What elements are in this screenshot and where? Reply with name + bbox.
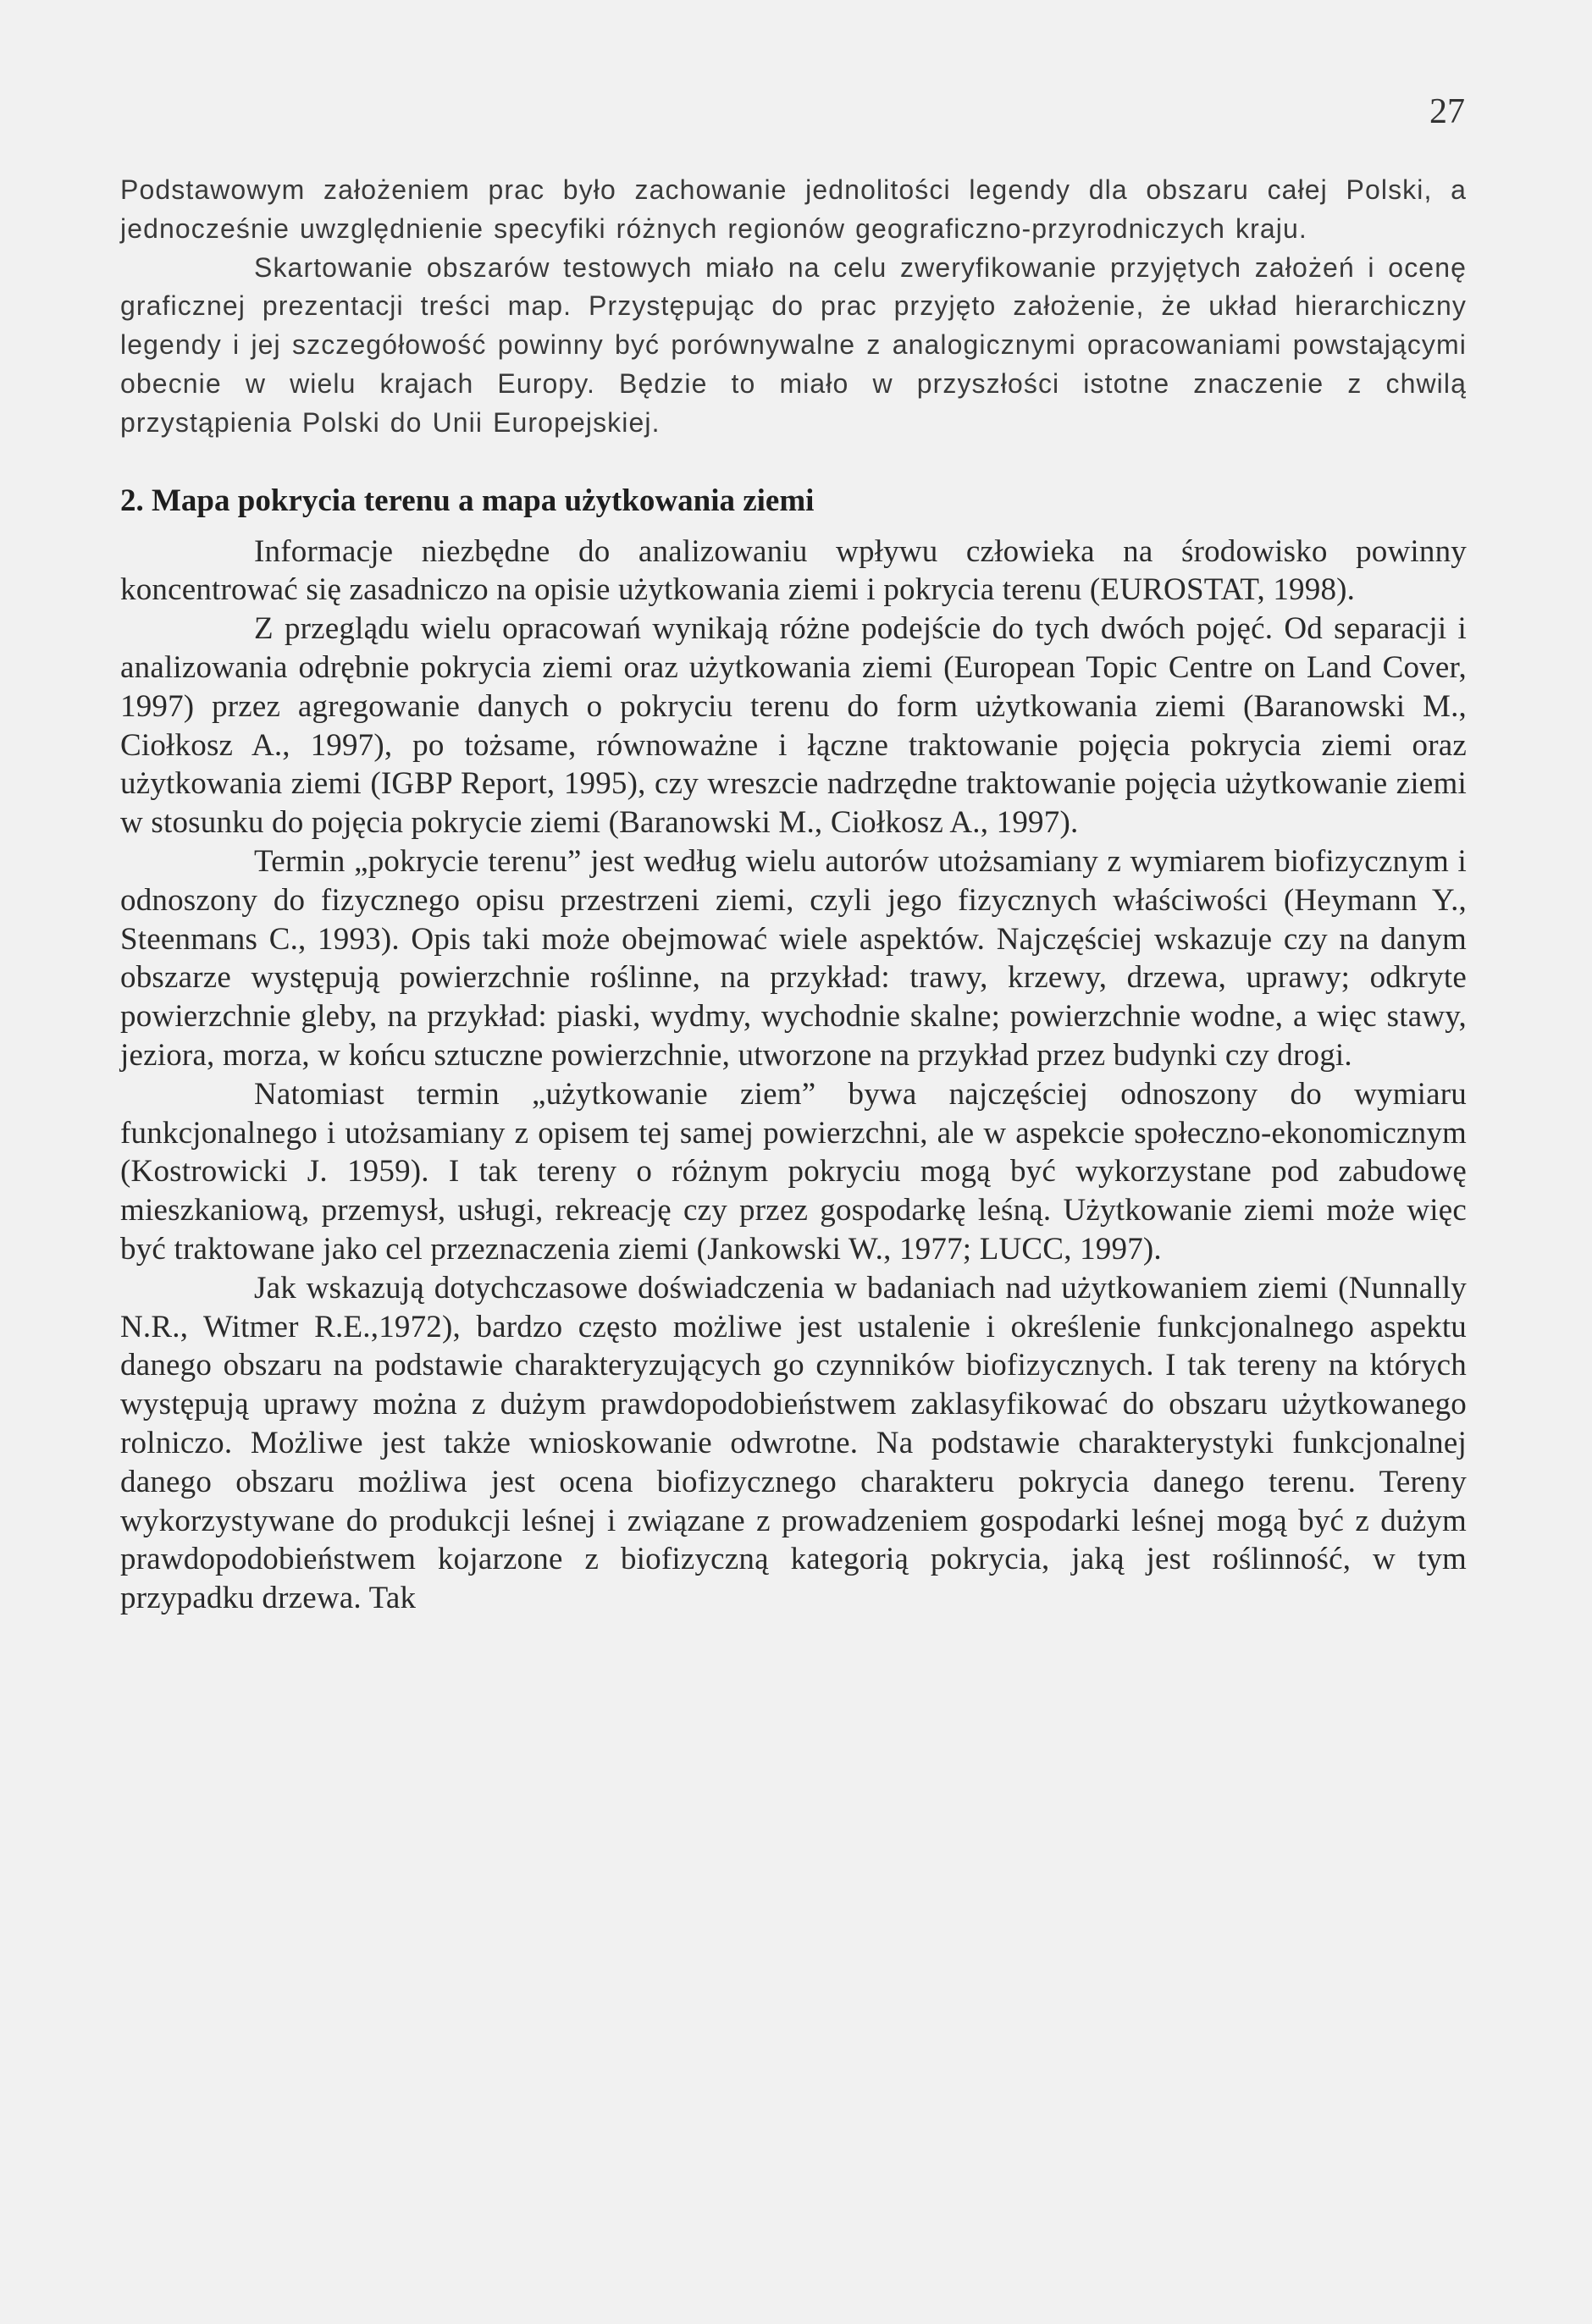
section-paragraph-4: Natomiast termin „użytkowanie ziem” bywa najczęściej odnoszony do wymiaru funkcjonalnego i utożsamiany z opisem tej samej powierzchni, ale w aspekcie społeczno-ekonomicznym (Kostrowicki J. 1959). I tak tereny o różnym pokryciu mogą być wykorzystane pod zabudowę mieszkaniową, przemysł, usługi, rekreację czy przez gospodarkę leśną. Użytkowanie ziemi może więc być traktowane jako cel przeznaczenia ziemi (Jankowski W., 1977; LUCC, 1997). — [120, 1076, 1467, 1267]
section-paragraph-5: Jak wskazują dotychczasowe doświadczenia w badaniach nad użytkowaniem ziemi (Nunnally N.R., Witmer R.E.,1972), bardzo często możliwe jest ustalenie i określenie funkcjonalnego aspektu danego obszaru na podstawie charakteryzujących go czynników biofizycznych. I tak tereny na których występują uprawy można z dużym prawdopodobieństwem zaklasyfikować do obszaru użytkowanego rolniczo. Możliwe jest także wnioskowanie odwrotne. Na podstawie charakterystyki funkcjonalnej danego obszaru możliwa jest ocena biofizycznego charakteru pokrycia danego terenu. Tereny wykorzystywane do produkcji leśnej i związane z prowadzeniem gospodarki leśnej mogą być z dużym prawdopodobieństwem kojarzone z biofizyczną kategorią pokrycia, jaką jest roślinność, w tym przypadku drzewa. Tak — [120, 1270, 1467, 1616]
page-content — [120, 171, 1467, 1618]
section-paragraph-1: Informacje niezbędne do analizowaniu wpływu człowieka na środowisko powinny koncentrować się zasadniczo na opisie użytkowania ziemi i pokrycia terenu (EUROSTAT, 1998). — [120, 533, 1467, 608]
intro-paragraph-2: Skartowanie obszarów testowych miało na celu zweryfikowanie przyjętych założeń i ocenę graficznej prezentacji treści map. Przystępując do prac przyjęto założenie, że układ hierarchiczny legendy i jej szczegółowość powinny być porównywalne z analogicznymi opracowaniami powstającymi obecnie w wielu krajach Europy. Będzie to miało w przyszłości istotne znaczenie z chwilą przystąpienia Polski do Unii Europejskiej. — [120, 251, 1467, 438]
section-heading: 2. Mapa pokrycia terenu a mapa użytkowania ziemi — [120, 483, 815, 518]
section-paragraph-2: Z przeglądu wielu opracowań wynikają różne podejście do tych dwóch pojęć. Od separacji i analizowania odrębnie pokrycia ziemi oraz użytkowania ziemi (European Topic Centre on Land Cover, 1997) przez agregowanie danych o pokryciu terenu do form użytkowania ziemi (Baranowski M., Ciołkosz A., 1997), po tożsame, równoważne i łączne traktowanie pojęcia pokrycia ziemi oraz użytkowania ziemi (IGBP Report, 1995), czy wreszcie nadrzędne traktowanie pojęcia użytkowanie ziemi w stosunku do pojęcia pokrycie ziemi (Baranowski M., Ciołkosz A., 1997). — [120, 611, 1467, 841]
intro-paragraph-1: Podstawowym założeniem prac było zachowanie jednolitości legendy dla obszaru całej Polski, a jednocześnie uwzględnienie specyfiki różnych regionów geograficzno-przyrodniczych kraju. — [120, 174, 1467, 244]
page-number: 27 — [1429, 92, 1465, 131]
section-paragraph-3: Termin „pokrycie terenu” jest według wielu autorów utożsamiany z wymiarem biofizycznym i odnoszony do fizycznego opisu przestrzeni ziemi, czyli jego fizycznych właściwości (Heymann Y., Steenmans C., 1993). Opis taki może obejmować wiele aspektów. Najczęściej wskazuje czy na danym obszarze występują powierzchnie roślinne, na przykład: trawy, krzewy, drzewa, uprawy; odkryte powierzchnie gleby, na przykład: piaski, wydmy, wychodnie skalne; powierzchnie wodne, a więc stawy, jeziora, morza, w końcu sztuczne powierzchnie, utworzone na przykład przez budynki czy drogi. — [120, 843, 1467, 1073]
